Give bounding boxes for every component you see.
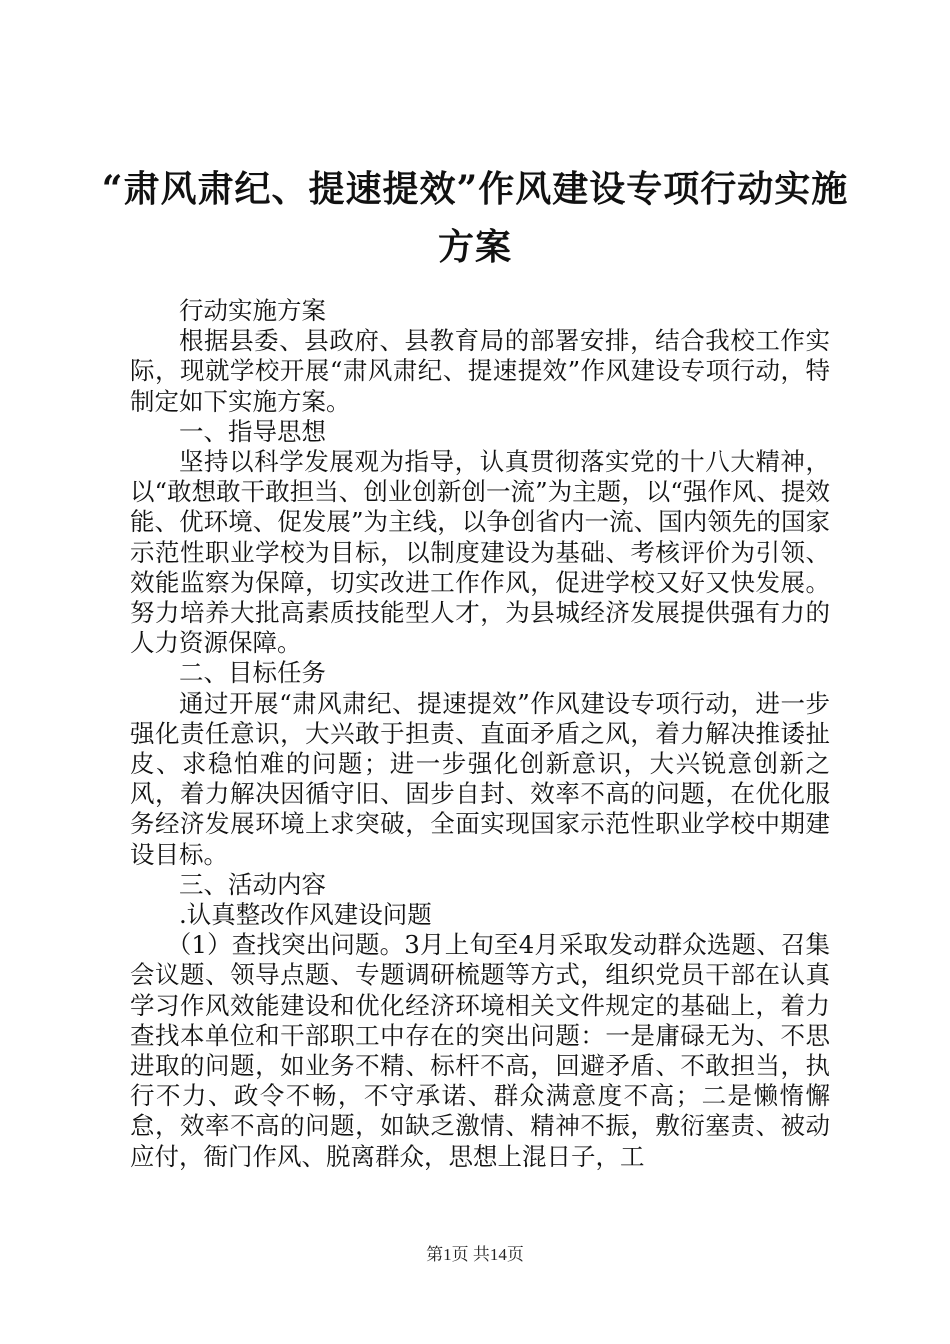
section-heading: 二、目标任务 [179, 658, 326, 688]
section-heading: 三、活动内容 [179, 869, 326, 899]
paragraph: 坚持以科学发展观为指导，认真贯彻落实党的十八大精神，以“敢想敢干敢担当、创业创新创一流”为主题，以“强作风、提效能、优环境、促发展”为主线，以争创省内一流、国内领先的国家示范性职业学校为目标，以制度建设为基础、考核评价为引领、效能监察为保障，切实改进工作作风，促进学校又好又快发展。努力培养大批高素质技能型人才，为县城经济发展提供强有力的人力资源保障。 [130, 447, 830, 658]
list-item-paragraph: （1）查找突出问题。3月上旬至4月采取发动群众选题、召集会议题、领导点题、专题调研梳题等方式，组织党员干部在认真学习作风效能建设和优化经济环境相关文件规定的基础上，着力查找本单位和干部职工中存在的突出问题：一是庸碌无为、不思进取的问题，如业务不精、标杆不高，回避矛盾、不敢担当，执行不力、政令不畅，不守承诺、群众满意度不高；二是懒惰懈怠，效率不高的问题，如缺乏激情、精神不振，敷衍塞责、被动应付，衙门作风、脱离群众，思想上混日子，工 [130, 930, 830, 1171]
document-title: “肃风肃纪、提速提效”作风建设专项行动实施方案 [101, 168, 849, 268]
section-heading: 行动实施方案 [179, 296, 326, 325]
document-body [130, 296, 830, 1172]
page-footer: 第1页 共14页 [426, 1245, 524, 1264]
paragraph: 根据县委、县政府、县教育局的部署安排，结合我校工作实际，现就学校开展“肃风肃纪、提速提效”作风建设专项行动，特制定如下实施方案。 [130, 326, 830, 416]
section-heading: 一、指导思想 [179, 416, 326, 446]
subsection-heading: .认真整改作风建设问题 [179, 900, 432, 930]
paragraph: 通过开展“肃风肃纪、提速提效”作风建设专项行动，进一步强化责任意识，大兴敢于担责、直面矛盾之风，着力解决推诿扯皮、求稳怕难的问题；进一步强化创新意识，大兴锐意创新之风，着力解决因循守旧、固步自封、效率不高的问题，在优化服务经济发展环境上求突破，全面实现国家示范性职业学校中期建设目标。 [130, 688, 830, 869]
